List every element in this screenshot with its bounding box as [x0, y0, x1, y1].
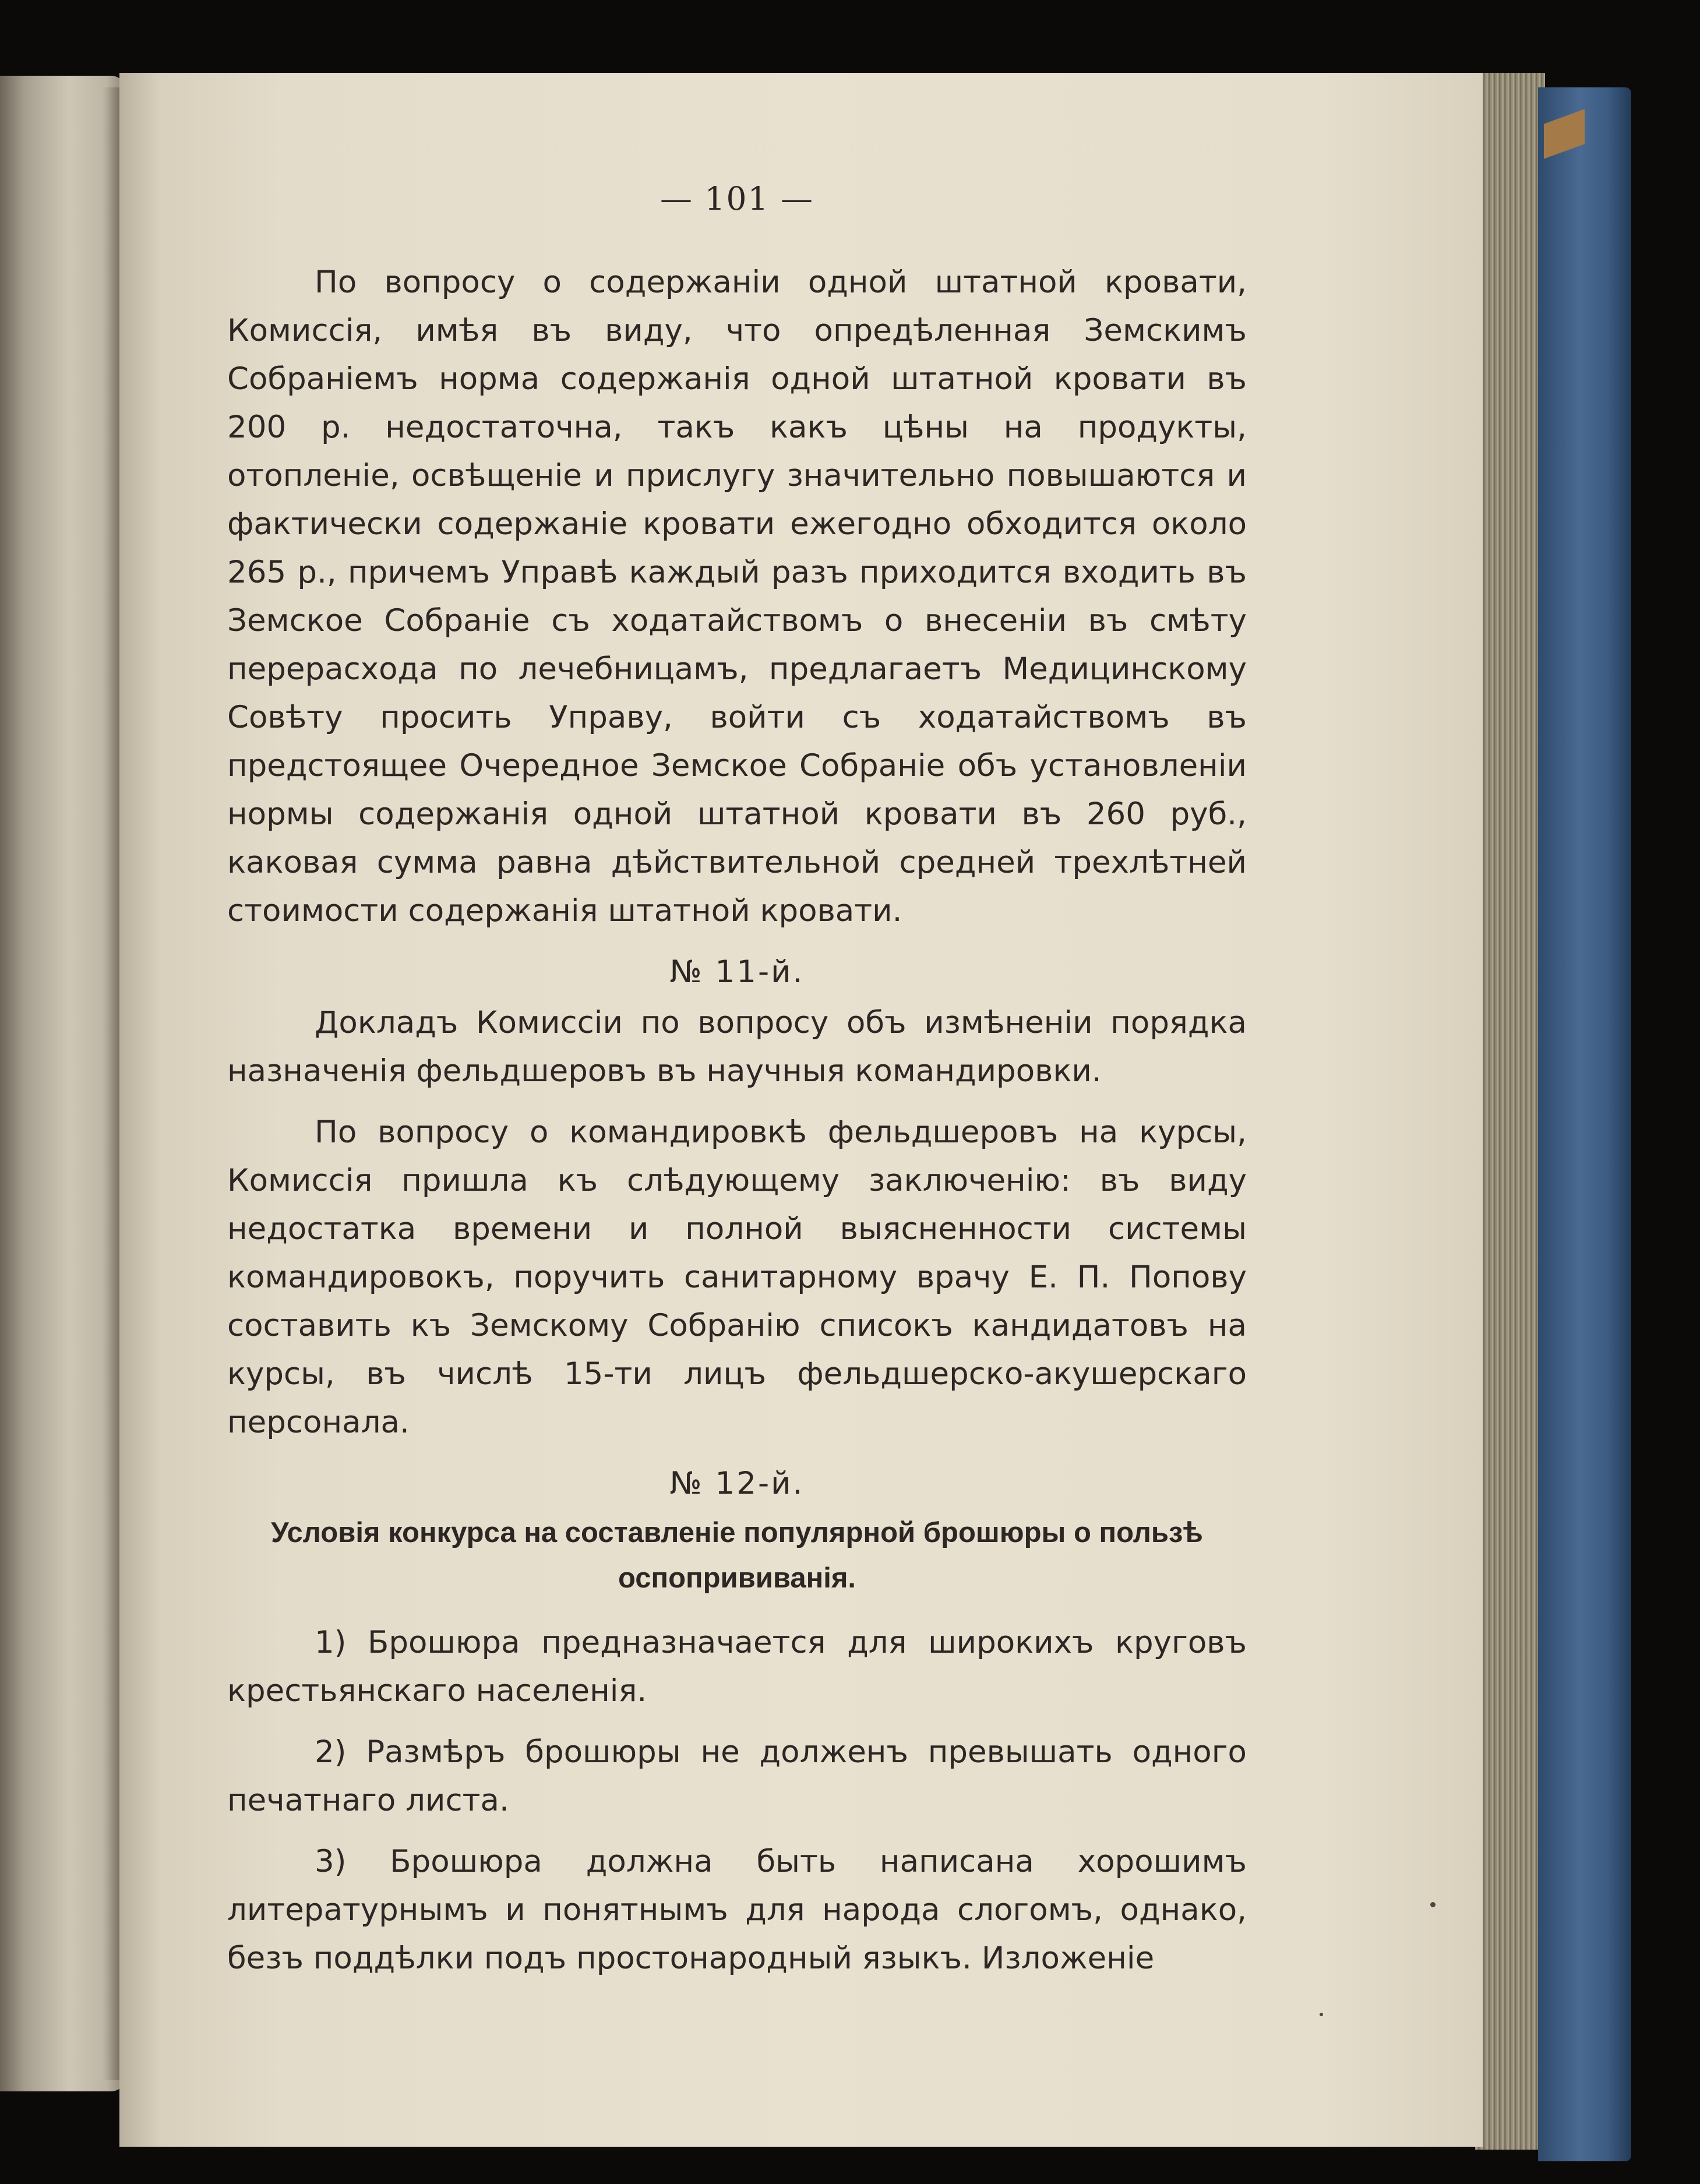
- section-number: № 12-й.: [669, 1466, 805, 1501]
- paper-speck: [1320, 2013, 1323, 2016]
- paragraph: 2) Размѣръ брошюры не долженъ превышать одного печатнаго листа.: [227, 1734, 1247, 1818]
- paragraph: 3) Брошюра должна быть написана хорошимъ литературнымъ и понятнымъ для народа слогомъ, однако, безъ поддѣлки подъ простонародный языкъ. Изложеніе: [227, 1844, 1247, 1976]
- paper-speck: [1430, 1902, 1436, 1907]
- page-number: — 101 —: [660, 180, 814, 217]
- page-stack-edge: [1475, 73, 1545, 2150]
- section-title: Условія конкурса на составленіе популярной брошюры о пользѣ оспопрививанія.: [271, 1517, 1203, 1594]
- paragraph: По вопросу о содержаніи одной штатной кровати, Комиссія, имѣя въ виду, что опредѣленная Земскимъ Собраніемъ норма содержанія одной штатной кровати въ 200 р. недостаточна, такъ какъ цѣны на продукты, отопленіе, освѣщеніе и прислугу значительно повышаются и фактически содержаніе кровати ежегодно обходится около 265 р., причемъ Управѣ каждый разъ приходится входить въ Земское Собраніе съ ходатайствомъ о внесеніи въ смѣту перерасхода по лечебницамъ, предлагаетъ Медицинскому Совѣту просить Управу, войти съ ходатайствомъ въ предстоящее Очередное Земское Собраніе объ установленіи нормы содержанія одной штатной кровати въ 260 руб., каковая сумма равна дѣйствительной средней трехлѣтней стоимости содержанія штатной кровати.: [227, 264, 1247, 929]
- section-number: № 11-й.: [669, 954, 805, 990]
- page-text: [227, 175, 1247, 1995]
- paragraph: 1) Брошюра предназначается для широкихъ круговъ крестьянскаго населенія.: [227, 1625, 1247, 1709]
- book-cover: [1538, 87, 1631, 2161]
- paragraph: Докладъ Комиссіи по вопросу объ измѣненіи порядка назначенія фельдшеровъ въ научныя командировки.: [227, 1005, 1247, 1089]
- paragraph: По вопросу о командировкѣ фельдшеровъ на курсы, Комиссія пришла къ слѣдующему заключенію: въ виду недостатка времени и полной выясненности системы командировокъ, поручить санитарному врачу Е. П. Попову составить къ Земскому Собранію списокъ кандидатовъ на курсы, въ числѣ 15-ти лицъ фельдшерско-акушерскаго персонала.: [227, 1114, 1247, 1440]
